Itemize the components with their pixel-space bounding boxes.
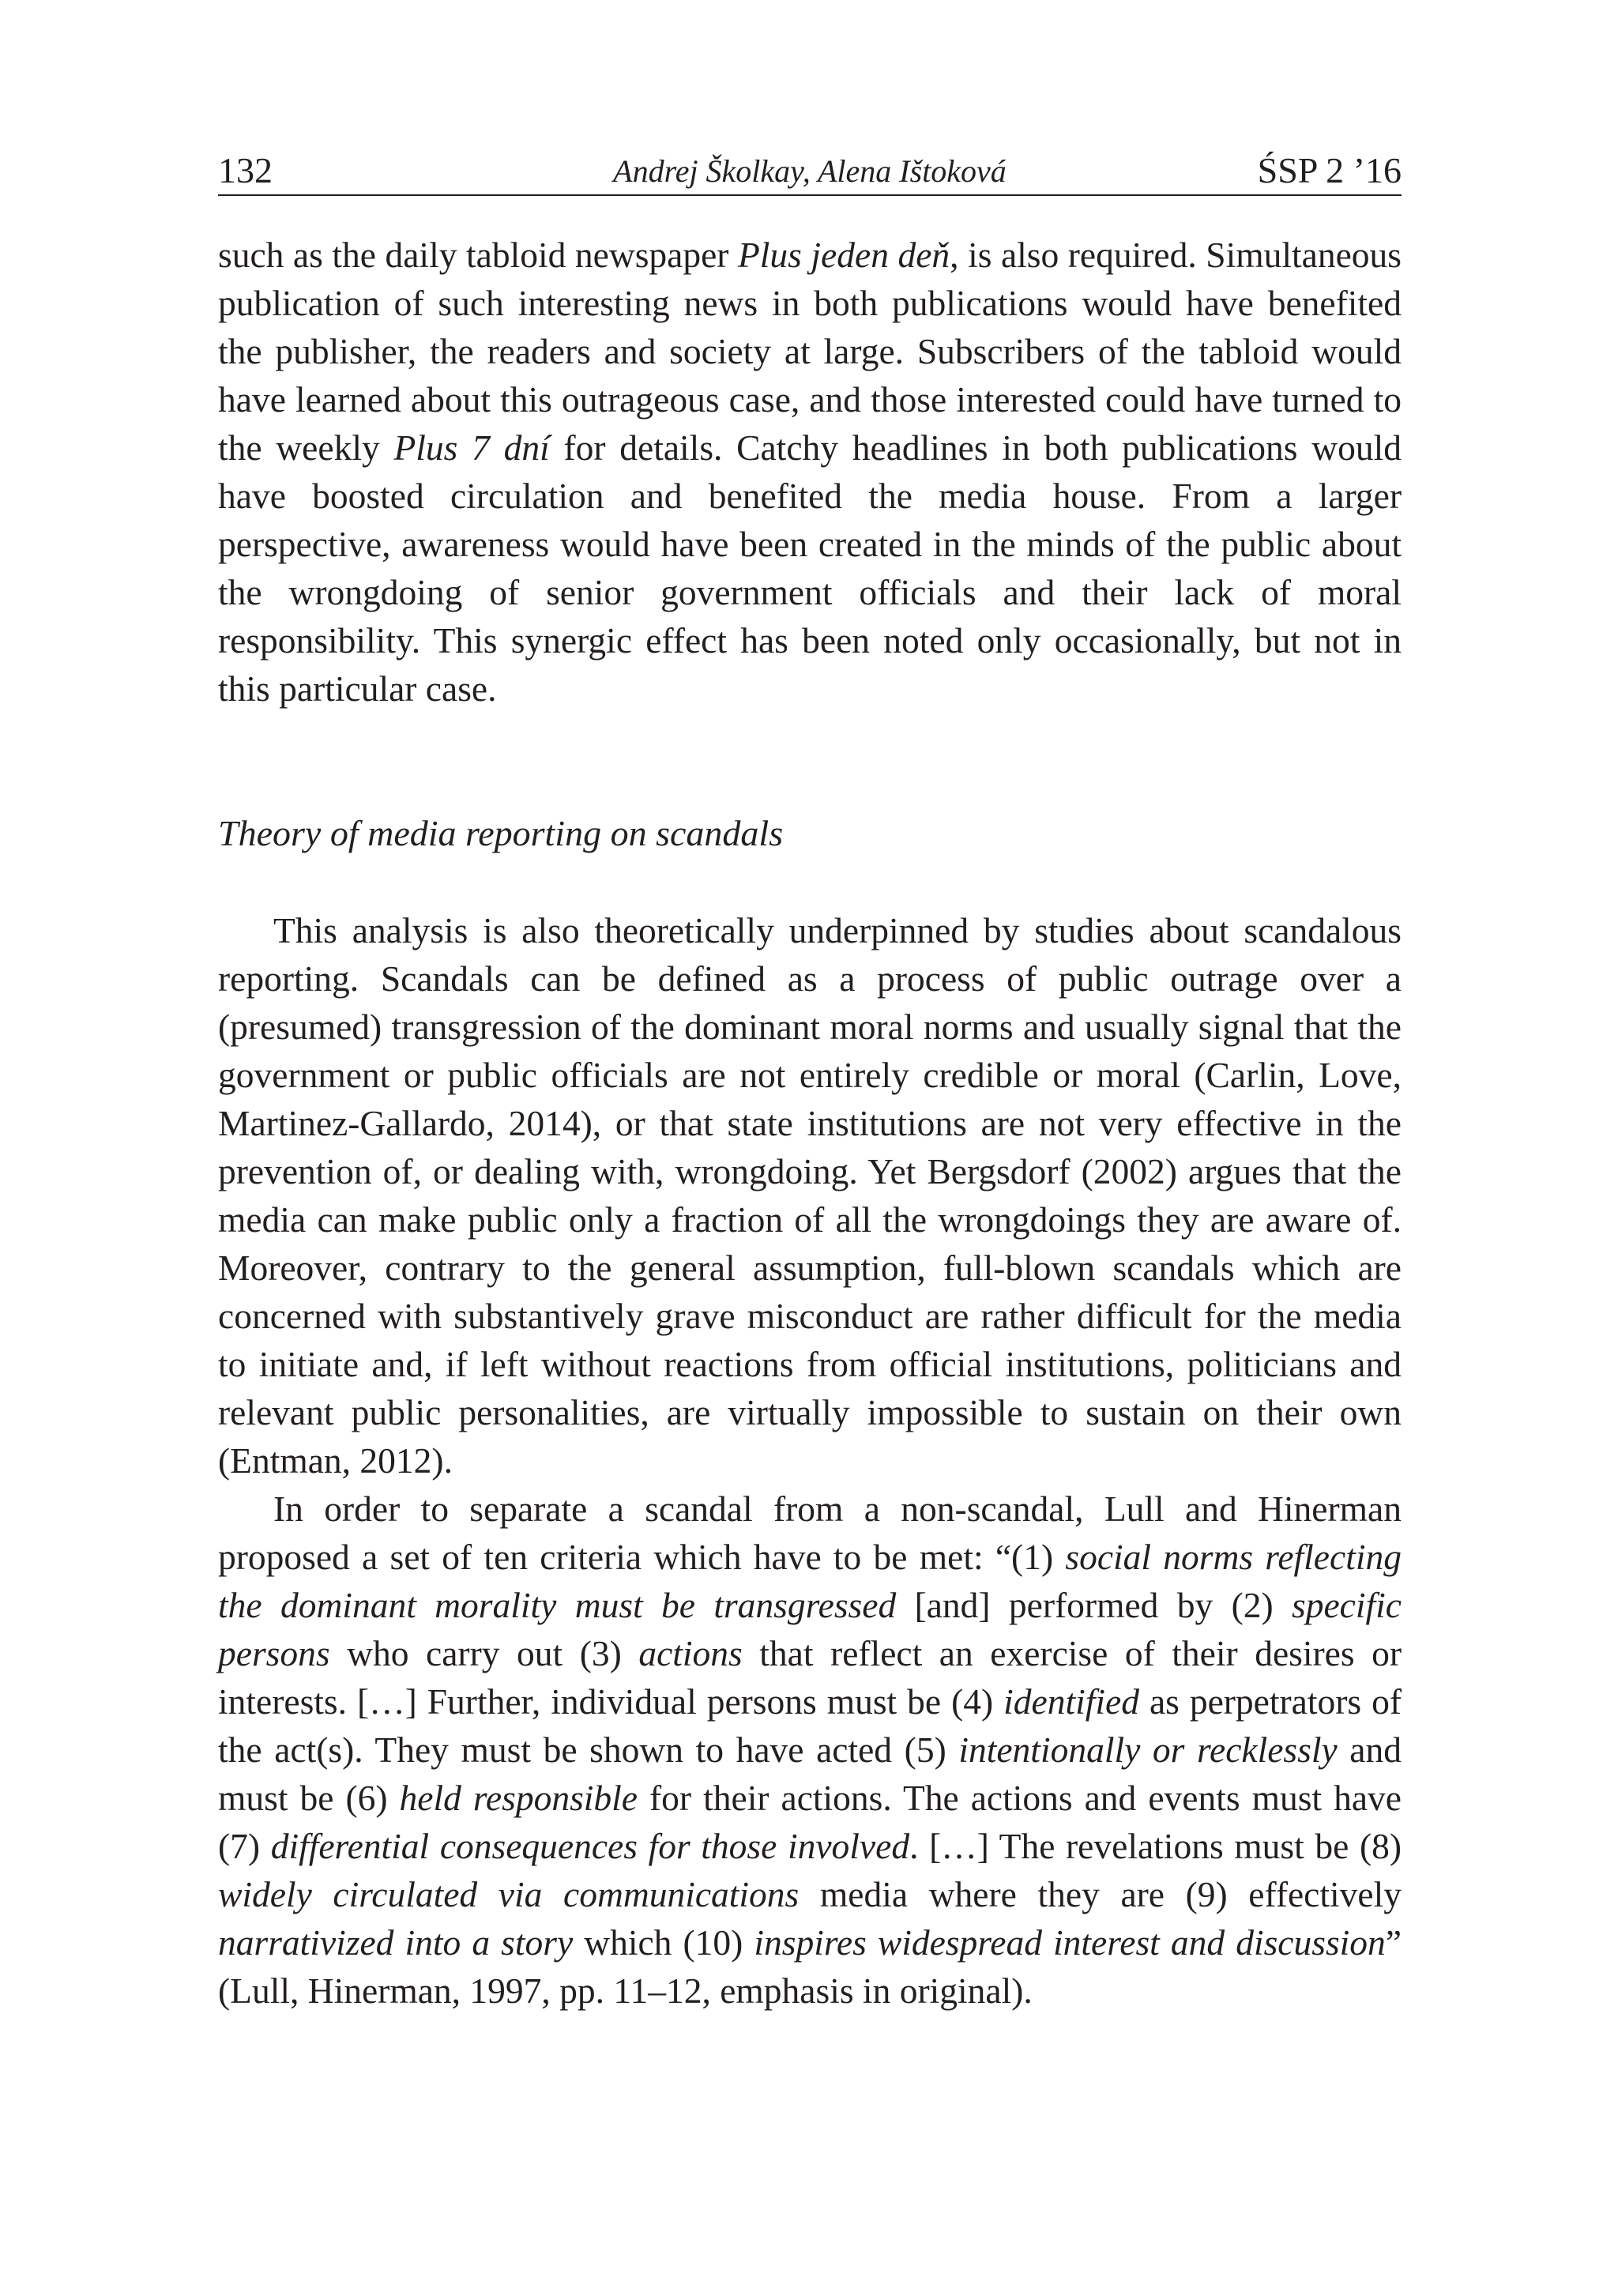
emphasis: specific persons [218, 1585, 1402, 1673]
paragraph-3 [218, 1485, 1402, 2015]
emphasis: inspires widespread interest and discussion [754, 1922, 1386, 1963]
paragraph-2: This analysis is also theoretically underpinned by studies about scandalous reporting. Scandals can be defined as a process of public outrage over a (presumed) transgression of the dominant moral norms and usually signal that the government or public officials are not entirely credible or moral (Carlin, Love, Martinez-Gallardo, 2014), or that state institutions are not very effective in the prevention of, or dealing with, wrongdoing. Yet Bergsdorf (2002) argues that the media can make public only a fraction of all the wrongdoings they are aware of. Moreover, contrary to the general assumption, full-blown scandals which are concerned with substantively grave misconduct are rather difficult for the media to initiate and, if left without reactions from official institutions, politicians and relevant public personalities, are virtually impossible to sustain on their own (Entman, 2012). [218, 910, 1402, 1481]
text-run: for details. Catchy headlines in both publications would have boosted circulation and benefited the media house. From a larger perspective, awareness would have been created in the minds of the public about the wrongdoing of senior government officials and their lack of moral responsibility. This synergic effect has been noted only occasionally, but not in this particular case. [218, 427, 1402, 709]
text-run: , is also required. Simultaneous publication of such interesting news in both publications would have benefited the publisher, the readers and society at large. Subscribers of the tabloid would have learned about this outrageous case, and those interested could have turned to the weekly [218, 235, 1402, 468]
paragraph-1 [218, 231, 1402, 713]
emphasis: held responsible [399, 1778, 638, 1818]
section-heading: Theory of media reporting on scandals [218, 813, 784, 853]
text-run: for their actions. The actions and events must have (7) [218, 1778, 1402, 1866]
text-run: as perpetrators of the act(s). They must be shown to have acted (5) [218, 1681, 1402, 1770]
text-run: In order to separate a scandal from a non-scandal, Lull and Hinerman proposed a set of ten criteria which have to be met: “(1) [218, 1489, 1402, 1577]
weekly-title: Plus 7 dní [393, 427, 550, 468]
page [218, 0, 1402, 2296]
emphasis: social norms reflecting the dominant morality must be transgressed [218, 1537, 1402, 1625]
text-run: [and] performed by (2) [896, 1585, 1293, 1625]
running-head [218, 147, 1402, 196]
emphasis: narrativized into a story [218, 1922, 574, 1963]
text-run: and must be (6) [218, 1730, 1402, 1818]
text-run: which (10) [573, 1922, 754, 1963]
text-run: ” (Lull, Hinerman, 1997, pp. 11–12, emphasis in original). [218, 1922, 1402, 2011]
running-head-journal: ŚSP 2 ’16 [1257, 150, 1402, 190]
emphasis: actions [638, 1633, 743, 1673]
emphasis: widely circulated via communications [218, 1874, 800, 1914]
emphasis: intentionally or recklessly [958, 1730, 1338, 1770]
text-run: such as the daily tabloid newspaper [218, 235, 738, 275]
text-run: . […] The revelations must be (8) [909, 1826, 1402, 1866]
running-head-authors: Andrej Školkay, Alena Ištoková [613, 153, 1007, 189]
page-number: 132 [218, 150, 273, 190]
text-run: who carry out (3) [329, 1633, 639, 1673]
text-run: that reflect an exercise of their desires or interests. […] Further, individual persons must be (4) [218, 1633, 1402, 1722]
text-run: media where they are (9) effectively [799, 1874, 1402, 1914]
emphasis: identified [1003, 1681, 1139, 1722]
newspaper-title: Plus jeden deň [737, 235, 950, 275]
emphasis: differential consequences for those involved [270, 1826, 910, 1866]
body-text [218, 231, 1402, 2015]
